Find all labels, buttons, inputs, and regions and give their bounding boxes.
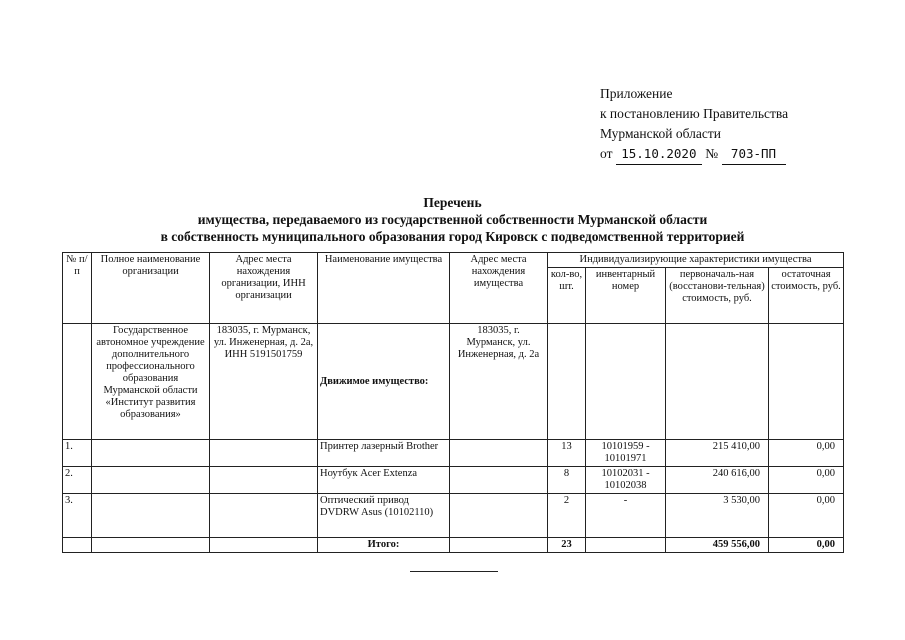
empty-cell	[210, 494, 318, 538]
decree-number: 703-ПП	[722, 144, 786, 165]
total-label: Итого:	[318, 538, 450, 553]
empty-cell	[450, 494, 548, 538]
row-residual-cost: 0,00	[769, 494, 844, 538]
row-qty: 13	[548, 440, 586, 467]
header-row-1	[63, 253, 844, 268]
header-full-name: Полное наименование организации	[92, 253, 210, 324]
number-label: №	[705, 146, 719, 161]
row-initial-cost: 3 530,00	[666, 494, 769, 538]
from-label: от	[600, 146, 613, 161]
empty-cell	[210, 440, 318, 467]
closing-rule	[410, 571, 498, 572]
org-address: 183035, г. Мурманск, ул. Инженерная, д. 2а, ИНН 5191501759	[210, 324, 318, 440]
table-row	[63, 440, 844, 467]
header-org-address: Адрес места нахождения организации, ИНН организации	[210, 253, 318, 324]
total-initial-cost: 459 556,00	[666, 538, 769, 553]
empty-cell	[92, 494, 210, 538]
header-residual-cost: остаточная стоимость, руб.	[769, 268, 844, 324]
appendix-block	[600, 84, 788, 165]
title-line-3: в собственность муниципального образования город Кировск с подведомственной территорией	[160, 229, 745, 244]
document-title	[0, 194, 905, 245]
row-qty: 8	[548, 467, 586, 494]
header-characteristics-group: Индивидуализирующие характеристики имущества	[548, 253, 844, 268]
title-line-1: Перечень	[423, 195, 482, 210]
table-row	[63, 494, 844, 538]
header-num: № п/п	[63, 253, 92, 324]
row-qty: 2	[548, 494, 586, 538]
header-initial-cost: первоначаль-ная (восстанови-тельная) стоимость, руб.	[666, 268, 769, 324]
header-inventory: инвентарный номер	[586, 268, 666, 324]
property-address: 183035, г. Мурманск, ул. Инженерная, д. 2а	[450, 324, 548, 440]
empty-cell	[210, 467, 318, 494]
org-full-name: Государственное автономное учреждение дополнительного профессионального образования Мурманской области «Институт развития образования»	[92, 324, 210, 440]
appendix-line-2: к постановлению Правительства	[600, 106, 789, 121]
empty-cell	[769, 324, 844, 440]
total-qty: 23	[548, 538, 586, 553]
empty-cell	[586, 324, 666, 440]
empty-cell	[63, 538, 92, 553]
empty-cell	[450, 467, 548, 494]
appendix-date-line	[600, 144, 788, 165]
row-residual-cost: 0,00	[769, 467, 844, 494]
row-name: Принтер лазерный Brother	[318, 440, 450, 467]
total-row	[63, 538, 844, 553]
row-residual-cost: 0,00	[769, 440, 844, 467]
row-name: Ноутбук Acer Extenza	[318, 467, 450, 494]
empty-cell	[450, 440, 548, 467]
total-residual-cost: 0,00	[769, 538, 844, 553]
row-initial-cost: 240 616,00	[666, 467, 769, 494]
row-name: Оптический привод DVDRW Asus (10102110)	[318, 494, 450, 538]
header-qty: кол-во, шт.	[548, 268, 586, 324]
table-row	[63, 467, 844, 494]
header-property-address: Адрес места нахождения имущества	[450, 253, 548, 324]
row-num: 1.	[63, 440, 92, 467]
empty-cell	[666, 324, 769, 440]
row-num: 3.	[63, 494, 92, 538]
empty-cell	[92, 440, 210, 467]
empty-cell	[586, 538, 666, 553]
decree-date: 15.10.2020	[616, 144, 702, 165]
header-property-name: Наименование имущества	[318, 253, 450, 324]
property-category: Движимое имущество:	[318, 324, 450, 440]
row-inventory: 10101959 - 10101971	[586, 440, 666, 467]
appendix-line-3: Мурманской области	[600, 126, 721, 141]
empty-cell	[548, 324, 586, 440]
row-inventory: 10102031 - 10102038	[586, 467, 666, 494]
row-num: 2.	[63, 467, 92, 494]
appendix-line-1: Приложение	[600, 86, 673, 101]
row-initial-cost: 215 410,00	[666, 440, 769, 467]
row-inventory: -	[586, 494, 666, 538]
empty-cell	[210, 538, 318, 553]
empty-cell	[92, 538, 210, 553]
title-line-2: имущества, передаваемого из государственной собственности Мурманской области	[197, 212, 708, 227]
org-row	[63, 324, 844, 440]
empty-cell	[92, 467, 210, 494]
empty-cell	[450, 538, 548, 553]
org-num-cell	[63, 324, 92, 440]
property-table	[62, 252, 844, 553]
